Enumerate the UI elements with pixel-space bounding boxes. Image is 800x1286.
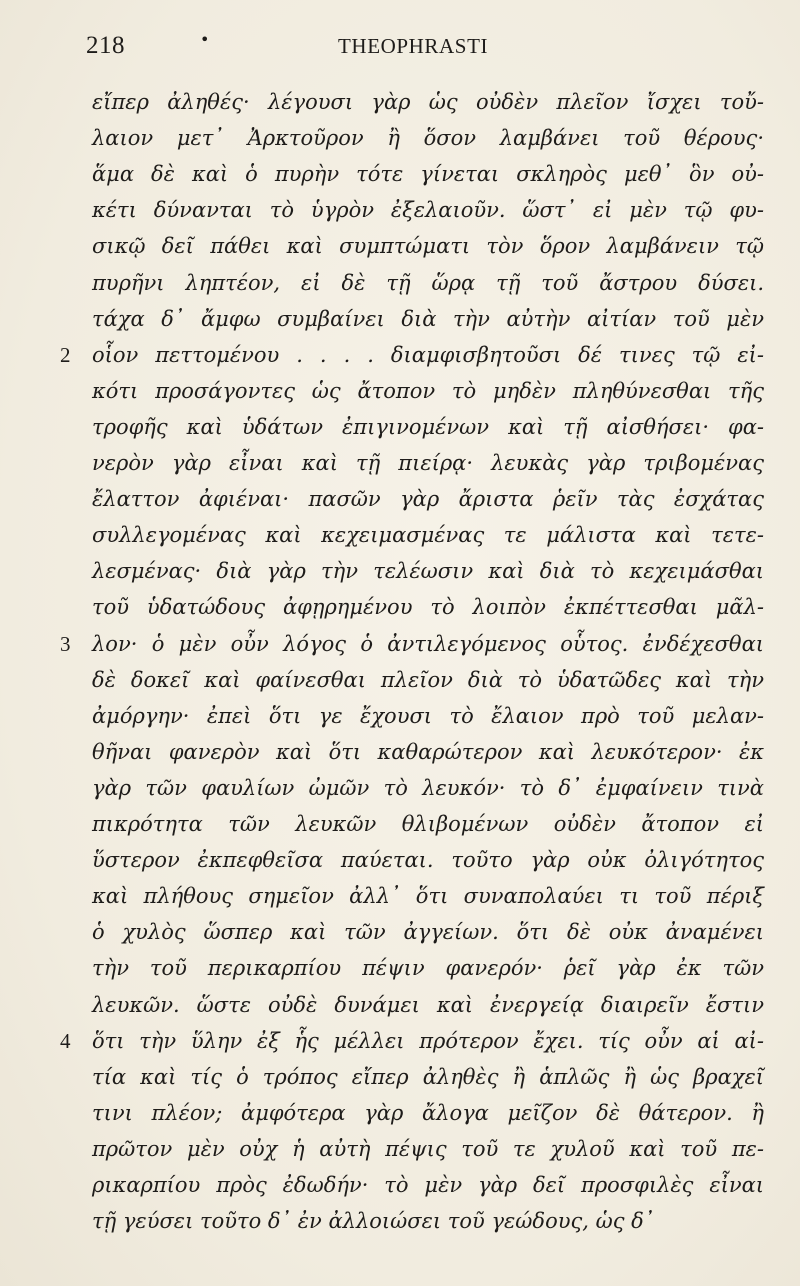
text-line: πρῶτον μὲν οὐχ ἡ αὐτὴ πέψις τοῦ τε χυλοῦ καὶ τοῦ πε- <box>92 1136 764 1161</box>
text-line: ὁ χυλὸς ὥσπερ καὶ τῶν ἀγγείων. ὅτι δὲ οὐκ ἀναμένει <box>92 920 764 945</box>
text-line: λεσμένας· διὰ γὰρ τὴν τελέωσιν καὶ διὰ τὸ κεχειμάσθαι <box>92 559 764 584</box>
section-number: 2 <box>60 342 71 367</box>
page-number: 218 <box>86 32 125 59</box>
text-line: τροφῆς καὶ ὑδάτων ἐπιγινομένων καὶ τῇ αἰσθήσει· φα- <box>92 414 764 439</box>
text-line: τάχα δ᾽ ἄμφω συμβαίνει διὰ τὴν αὐτὴν αἰτίαν τοῦ μὲν <box>92 306 764 331</box>
text-line: σικῷ δεῖ πάθει καὶ συμπτώματι τὸν ὅρον λαμβάνειν τῷ <box>92 234 764 259</box>
text-line: τία καὶ τίς ὁ τρόπος εἴπερ ἀληθὲς ἢ ἁπλῶς ἢ ὡς βραχεῖ <box>92 1064 764 1089</box>
text-line: ἔλαττον ἀφιέναι· πασῶν γὰρ ἄριστα ῥεῖν τὰς ἐσχάτας <box>92 487 764 512</box>
text-line: ἅμα δὲ καὶ ὁ πυρὴν τότε γίνεται σκληρὸς μεθ᾽ ὃν οὐ- <box>92 162 764 187</box>
text-line: τινι πλέον; ἀμφότερα γὰρ ἄλογα μεῖζον δὲ θάτερον. ἢ <box>92 1100 764 1125</box>
text-line: λον· ὁ μὲν οὖν λόγος ὁ ἀντιλεγόμενος οὗτος. ἐνδέχεσθαι <box>92 631 764 656</box>
header-ornament: • <box>200 30 210 49</box>
text-line: εἴπερ ἀληθές· λέγουσι γὰρ ὡς οὐδὲν πλεῖον ἴσχει τοὔ- <box>92 90 764 114</box>
text-line: καὶ πλήθους σημεῖον ἀλλ᾽ ὅτι συναπολαύει τι τοῦ πέριξ <box>92 884 764 909</box>
text-line: ὕστερον ἐκπεφθεῖσα παύεται. τοῦτο γὰρ οὐκ ὀλιγότητος <box>92 848 764 873</box>
text-line: λαιον μετ᾽ Ἀρκτοῦρον ἢ ὅσον λαμβάνει τοῦ θέρους· <box>92 126 764 151</box>
text-line: οἷον πεττομένου . . . . διαμφισβητοῦσι δέ τινες τῷ εἰ- <box>92 342 764 367</box>
text-line: ρικαρπίου πρὸς ἐδωδήν· τὸ μὲν γὰρ δεῖ προσφιλὲς εἶναι <box>92 1173 764 1197</box>
text-line: κότι προσάγοντες ὡς ἄτοπον τὸ μηδὲν πληθύνεσθαι τῆς <box>92 378 764 403</box>
text-line: συλλεγομένας καὶ κεχειμασμένας τε μάλιστα καὶ τετε- <box>92 523 764 548</box>
text-line: πυρῆνι ληπτέον, εἰ δὲ τῇ ὥρᾳ τῇ τοῦ ἄστρου δύσει. <box>92 270 764 295</box>
text-line: κέτι δύνανται τὸ ὑγρὸν ἐξελαιοῦν. ὥστ᾽ εἰ μὲν τῷ φυ- <box>92 198 764 223</box>
text-line: λευκῶν. ὥστε οὐδὲ δυνάμει καὶ ἐνεργείᾳ διαιρεῖν ἔστιν <box>92 992 764 1017</box>
text-line: νερὸν γὰρ εἶναι καὶ τῇ πιείρᾳ· λευκὰς γὰρ τριβομένας <box>92 451 764 475</box>
section-number: 3 <box>60 631 71 656</box>
running-head: THEOPHRASTI <box>338 34 489 58</box>
page-header <box>0 30 800 64</box>
text-line: ὅτι τὴν ὕλην ἐξ ἧς μέλλει πρότερον ἔχει. τίς οὖν αἱ αἰ- <box>92 1028 764 1053</box>
section-number: 4 <box>60 1028 71 1053</box>
text-line: ἀμόργην· ἐπεὶ ὅτι γε ἔχουσι τὸ ἔλαιον πρὸ τοῦ μελαν- <box>92 703 764 728</box>
text-line: τοῦ ὑδατώδους ἀφῃρημένου τὸ λοιπὸν ἐκπέττεσθαι μᾶλ- <box>92 595 764 620</box>
text-line: θῆναι φανερὸν καὶ ὅτι καθαρώτερον καὶ λευκότερον· ἐκ <box>92 739 764 764</box>
text-line: πικρότητα τῶν λευκῶν θλιβομένων οὐδὲν ἄτοπον εἰ <box>92 812 764 836</box>
text-line: δὲ δοκεῖ καὶ φαίνεσθαι πλεῖον διὰ τὸ ὑδατῶδες καὶ τὴν <box>92 667 764 692</box>
text-line: τὴν τοῦ περικαρπίου πέψιν φανερόν· ῥεῖ γὰρ ἐκ τῶν <box>92 956 764 981</box>
text-line: γὰρ τῶν φαυλίων ὠμῶν τὸ λευκόν· τὸ δ᾽ ἐμφαίνειν τινὰ <box>92 775 764 800</box>
text-line: τῇ γεύσει τοῦτο δ᾽ ἐν ἀλλοιώσει τοῦ γεώδους, ὡς δ᾽ <box>92 1209 655 1234</box>
